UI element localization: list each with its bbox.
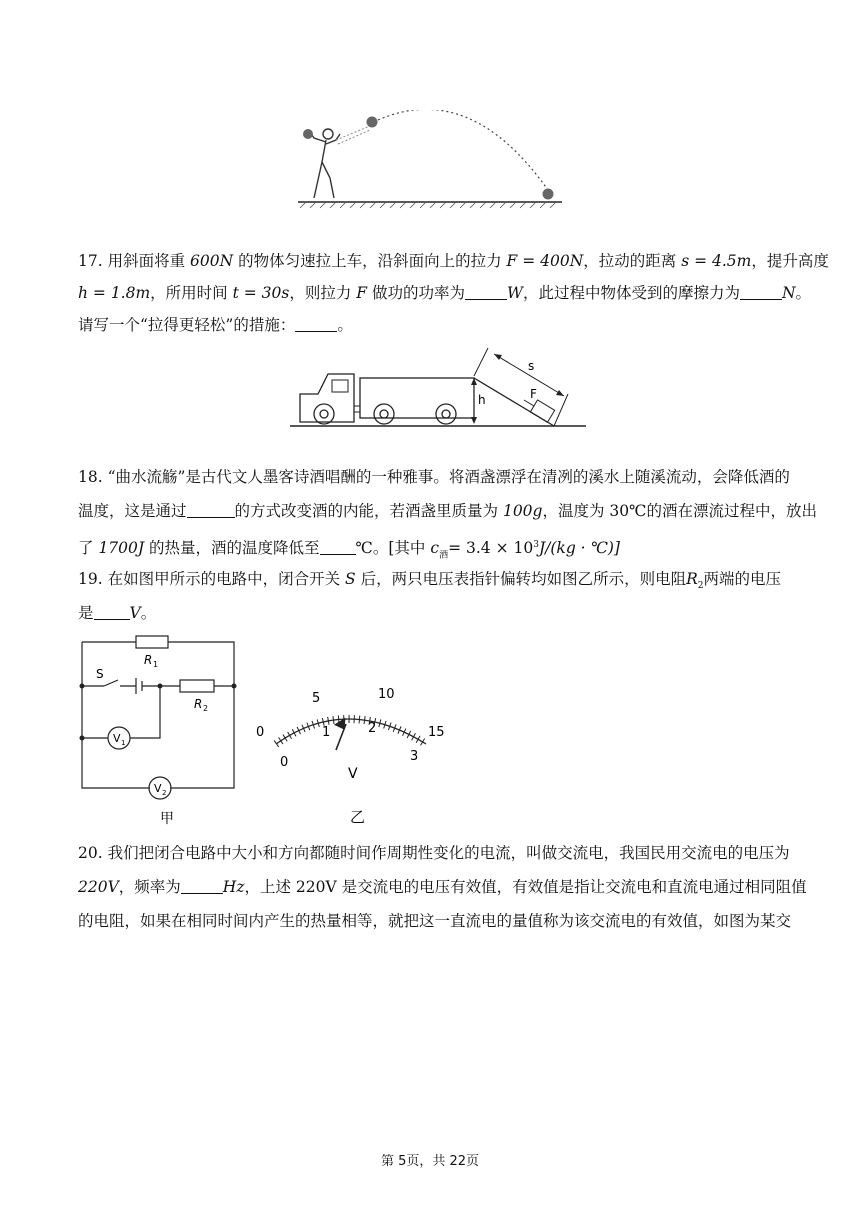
label-R2: R <box>194 697 203 711</box>
page-footer: 第 5页，共 22页 <box>380 1154 480 1169</box>
answer-blank[interactable] <box>295 317 337 332</box>
meter-unit: V <box>348 766 358 782</box>
label-S: S <box>96 667 104 681</box>
voltmeter-dial <box>250 680 460 830</box>
answer-blank[interactable] <box>181 879 223 894</box>
caption-jia: 甲 <box>160 811 174 827</box>
truck-ramp-figure <box>288 342 588 432</box>
q17-line-2: h = 1.8m，所用时间 t = 30s，则拉力 F 做功的功率为 W，此过程中物体受到的摩擦力为 N。 <box>78 284 812 302</box>
inner-tick-1: 1 <box>322 725 331 740</box>
q20-line-2: 220V，频率为 Hz，上述 220V 是交流电的电压有效值，有效值是指让交流电和直流电通过相同阻值 <box>78 878 807 896</box>
shot-put-figure <box>290 110 570 210</box>
q18-line-3: 了 1700J 的热量，酒的温度降低至 ℃。[其中 $c_酒= 3.4 \times 10^3J/(kg$ · ℃)] <box>78 539 620 561</box>
q19-line-1: 19. 在如图甲所示的电路中，闭合开关 S 后，两只电压表指针偏转均如图乙所示，则电阻$R_2$两端的电压 <box>78 570 781 592</box>
answer-blank[interactable] <box>465 285 507 300</box>
q18-line-2: 温度，这是通过 的方式改变酒的内能，若酒盏里质量为 100g，温度为 30℃的酒在漂流过程中，放出 <box>78 502 817 520</box>
q18-line-1: 18. “曲水流觞”是古代文人墨客诗酒唱酬的一种雅事。将酒盏漂浮在清冽的溪水上随溪流动，会降低酒的 <box>78 468 790 486</box>
outer-tick-5: 5 <box>312 691 321 706</box>
answer-blank[interactable] <box>320 540 356 555</box>
label-s: s <box>528 359 535 373</box>
q20-line-3: 的电阻，如果在相同时间内产生的热量相等，就把这一直流电的量值称为该交流电的有效值，如图为某交 <box>78 912 792 930</box>
answer-blank[interactable] <box>94 605 130 620</box>
inner-tick-2: 2 <box>368 721 377 736</box>
q17-line-1: 17. 用斜面将重 600N 的物体匀速拉上车，沿斜面向上的拉力 F = 400N，拉动的距离 s = 4.5m，提升高度 <box>78 252 829 270</box>
outer-tick-15: 15 <box>428 725 445 740</box>
label-R2-sub: 2 <box>203 704 209 713</box>
q19-line-2: 是 V。 <box>78 604 157 622</box>
label-V2-sub: 2 <box>162 789 167 797</box>
label-V1: V <box>113 732 121 745</box>
label-F: F <box>530 387 537 401</box>
answer-blank[interactable] <box>740 285 782 300</box>
outer-tick-10: 10 <box>378 687 395 702</box>
inner-tick-0: 0 <box>280 755 289 770</box>
label-V2: V <box>154 782 162 795</box>
label-h: h <box>478 393 486 407</box>
label-V1-sub: 1 <box>121 739 126 747</box>
outer-tick-0: 0 <box>256 725 265 740</box>
label-R1: R <box>144 653 153 667</box>
q17-line-3: 请写一个“拉得更轻松”的措施： 。 <box>78 316 353 334</box>
q20-line-1: 20. 我们把闭合电路中大小和方向都随时间作周期性变化的电流，叫做交流电，我国民用交流电的电压为 <box>78 844 790 862</box>
caption-yi: 乙 <box>350 808 366 826</box>
inner-tick-3: 3 <box>410 749 419 764</box>
circuit-diagram <box>74 630 244 830</box>
answer-blank[interactable] <box>187 503 235 518</box>
label-R1-sub: 1 <box>153 660 159 669</box>
